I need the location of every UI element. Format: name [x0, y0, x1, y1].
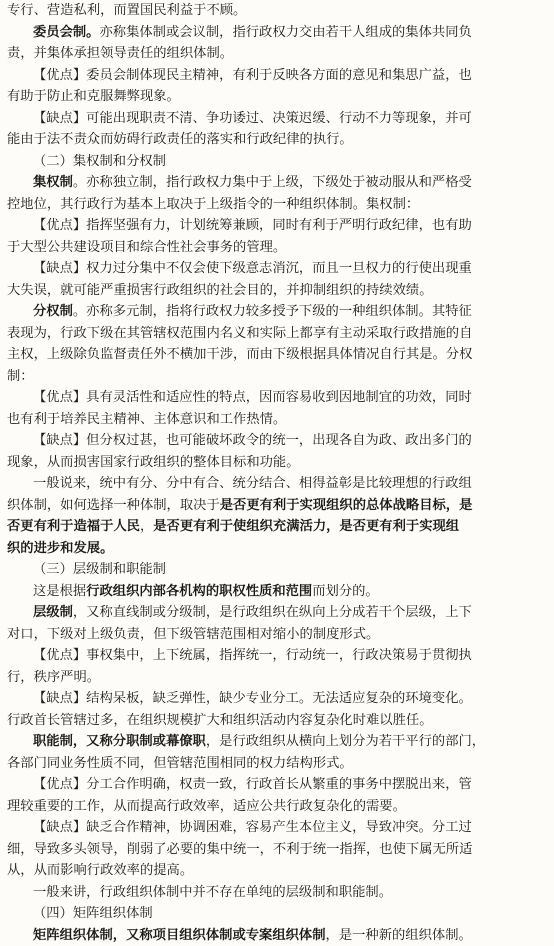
- bold-text-segment: 行政组织内部各机构的职权性质和范围: [86, 584, 312, 599]
- text-segment: 【优点】委员会制体现民主精神，有利于反映各方面的意见和集思广益，也: [33, 68, 472, 83]
- text-segment: 表现为，行政下级在其管辖权范围内名义和实际上都享有主动采取行政措施的自: [7, 326, 472, 341]
- text-segment: 理较重要的工作，从而提高行政效率，适应公共行政复杂化的需要。: [7, 799, 406, 814]
- text-segment: 【缺点】缺乏合作精神，协调困难，容易产生本位主义，导致冲突。分工过: [33, 820, 472, 835]
- text-line: [7, 602, 542, 624]
- text-line: [7, 366, 542, 388]
- text-line: [7, 753, 542, 775]
- text-line: [7, 280, 542, 302]
- text-line: [7, 323, 542, 345]
- text-line: [7, 387, 542, 409]
- text-line: [7, 409, 542, 431]
- text-segment: 【缺点】但分权过甚，也可能破坏政令的统一，出现各自为政、政出多门的: [33, 433, 472, 448]
- text-line: [7, 667, 542, 689]
- text-segment: 对口，下级对上级负责，但下级管辖范围相对缩小的制度形式。: [7, 627, 379, 642]
- text-segment: ，又称直线制或分级制，是行政组织在纵向上分成若干个层级，上下: [73, 605, 472, 620]
- text-segment: 。亦称多元制，指将行政权力较多授予下级的一种组织体制。其特征: [73, 304, 472, 319]
- text-line: [7, 430, 542, 452]
- text-segment: 主权，上级除负监督责任外不横加干涉，而由下级根据具体情况自行其是。分权: [7, 347, 472, 362]
- text-segment: 责，并集体承担领导责任的组织体制。: [7, 46, 233, 61]
- text-line: [7, 22, 542, 44]
- bold-text-segment: 否更有利于造福于人民: [7, 519, 140, 534]
- text-segment: 【缺点】结构呆板，缺乏弹性，缺少专业分工。无法适应复杂的环境变化。: [33, 691, 472, 706]
- bold-text-segment: 织的进步和发展。: [7, 541, 113, 556]
- text-line: [7, 516, 542, 538]
- text-line: [7, 882, 542, 904]
- bold-text-segment: 矩阵组织体制，又称项目组织体制或专案组织体制: [33, 928, 326, 943]
- text-line: [7, 0, 542, 22]
- text-segment: 亦称集体制或会议制，指行政权力交由若干人组成的集体共同负: [99, 25, 471, 40]
- text-segment: （四）矩阵组织体制: [33, 906, 153, 921]
- text-segment: 【优点】事权集中，上下统属，指挥统一，行动统一，行政决策易于贯彻执: [33, 648, 472, 663]
- text-line: [7, 344, 542, 366]
- text-segment: 。亦称独立制，指行政权力集中于上级，下级处于被动服从和严格受: [73, 175, 472, 190]
- text-segment: 【优点】分工合作明确，权责一致，行政首长从繁重的事务中摆脱出来，管: [33, 777, 472, 792]
- text-line: [7, 43, 542, 65]
- bold-text-segment: 层级制: [33, 605, 73, 620]
- text-line: [7, 559, 542, 581]
- text-segment: 能由于法不责众而妨碍行政责任的落实和行政纪律的执行。: [7, 132, 353, 147]
- text-line: [7, 839, 542, 861]
- text-line: [7, 731, 542, 753]
- text-line: [7, 645, 542, 667]
- text-segment: 织体制，如何选择一种体制，取决于: [7, 498, 220, 513]
- text-line: [7, 495, 542, 517]
- text-line: [7, 581, 542, 603]
- text-segment: 控地位，其行政行为基本上取决于上级指令的一种组织体制。集权制：: [7, 197, 419, 212]
- text-line: [7, 688, 542, 710]
- text-line: [7, 108, 542, 130]
- text-segment: 制：: [7, 369, 34, 384]
- text-segment: 【优点】指挥坚强有力，计划统筹兼顾，同时有利于严明行政纪律，也有助: [33, 218, 472, 233]
- text-segment: 而划分的。: [312, 584, 378, 599]
- text-segment: 现象，从而损害国家行政组织的整体目标和功能。: [7, 455, 300, 470]
- text-line: [7, 86, 542, 108]
- text-segment: 细，导致多头领导，削弱了必要的集中统一，不利于统一指挥，也使下属无所适: [7, 842, 472, 857]
- text-line: [7, 774, 542, 796]
- bold-text-segment: 是否更有利于使组织充满活力，是否更有利于实现组: [153, 519, 459, 534]
- bold-text-segment: 职能制，又称分职制或幕僚职: [33, 734, 206, 749]
- text-line: [7, 301, 542, 323]
- bold-text-segment: 分权制: [33, 304, 73, 319]
- text-segment: 有助于防止和克服舞弊现象。: [7, 89, 180, 104]
- text-line: [7, 817, 542, 839]
- text-segment: 一般说来，统中有分、分中有合、统分结合、相得益彰是比较理想的行政组: [33, 476, 472, 491]
- text-segment: 也有利于培养民主精神、主体意识和工作热情。: [7, 412, 286, 427]
- text-segment: 于大型公共建设项目和综合性社会事务的管理。: [7, 240, 286, 255]
- text-segment: 【缺点】可能出现职责不清、争功诿过、决策迟缓、行动不力等现象，并可: [33, 111, 472, 126]
- text-segment: 行，秩序严明。: [7, 670, 100, 685]
- text-segment: 专行、营造私利，而置国民利益于不顾。: [7, 3, 246, 18]
- text-line: [7, 151, 542, 173]
- text-segment: 【优点】具有灵活性和适应性的特点，因而容易收到因地制宜的功效，同时: [33, 390, 472, 405]
- text-line: [7, 258, 542, 280]
- text-segment: 从，从而影响行政效率的提高。: [7, 863, 193, 878]
- text-line: [7, 538, 542, 560]
- text-line: [7, 65, 542, 87]
- text-segment: 【缺点】权力过分集中不仅会使下级意志消沉，而且一旦权力的行使出现重: [33, 261, 472, 276]
- bold-text-segment: 委员会制。: [33, 25, 99, 40]
- text-segment: ，是一种新的组织体制。: [326, 928, 472, 943]
- text-line: [7, 624, 542, 646]
- text-line: [7, 796, 542, 818]
- text-segment: 各部门同业务性质不同，但管辖范围相同的权力结构形式。: [7, 756, 353, 771]
- text-line: [7, 710, 542, 732]
- bold-text-segment: 集权制: [33, 175, 73, 190]
- text-line: [7, 925, 542, 946]
- text-line: [7, 903, 542, 925]
- text-line: [7, 237, 542, 259]
- text-line: [7, 172, 542, 194]
- text-segment: 一般来讲，行政组织体制中并不存在单纯的层级制和职能制。: [33, 885, 392, 900]
- text-line: [7, 215, 542, 237]
- text-line: [7, 452, 542, 474]
- text-segment: 这是根据: [33, 584, 86, 599]
- text-segment: （三）层级制和职能制: [33, 562, 166, 577]
- bold-text-segment: 是否更有利于实现组织的总体战略目标，是: [220, 498, 473, 513]
- text-segment: ，是行政组织从横向上划分为若干平行的部门，: [206, 734, 485, 749]
- text-line: [7, 860, 542, 882]
- text-segment: ，: [140, 519, 153, 534]
- text-line: [7, 473, 542, 495]
- text-segment: 行政首长管辖过多，在组织规模扩大和组织活动内容复杂化时难以胜任。: [7, 713, 433, 728]
- text-segment: 大失误，就可能严重损害行政组织的社会目的，并抑制组织的持续效绩。: [7, 283, 433, 298]
- text-line: [7, 194, 542, 216]
- text-segment: （二）集权制和分权制: [33, 154, 166, 169]
- text-line: [7, 129, 542, 151]
